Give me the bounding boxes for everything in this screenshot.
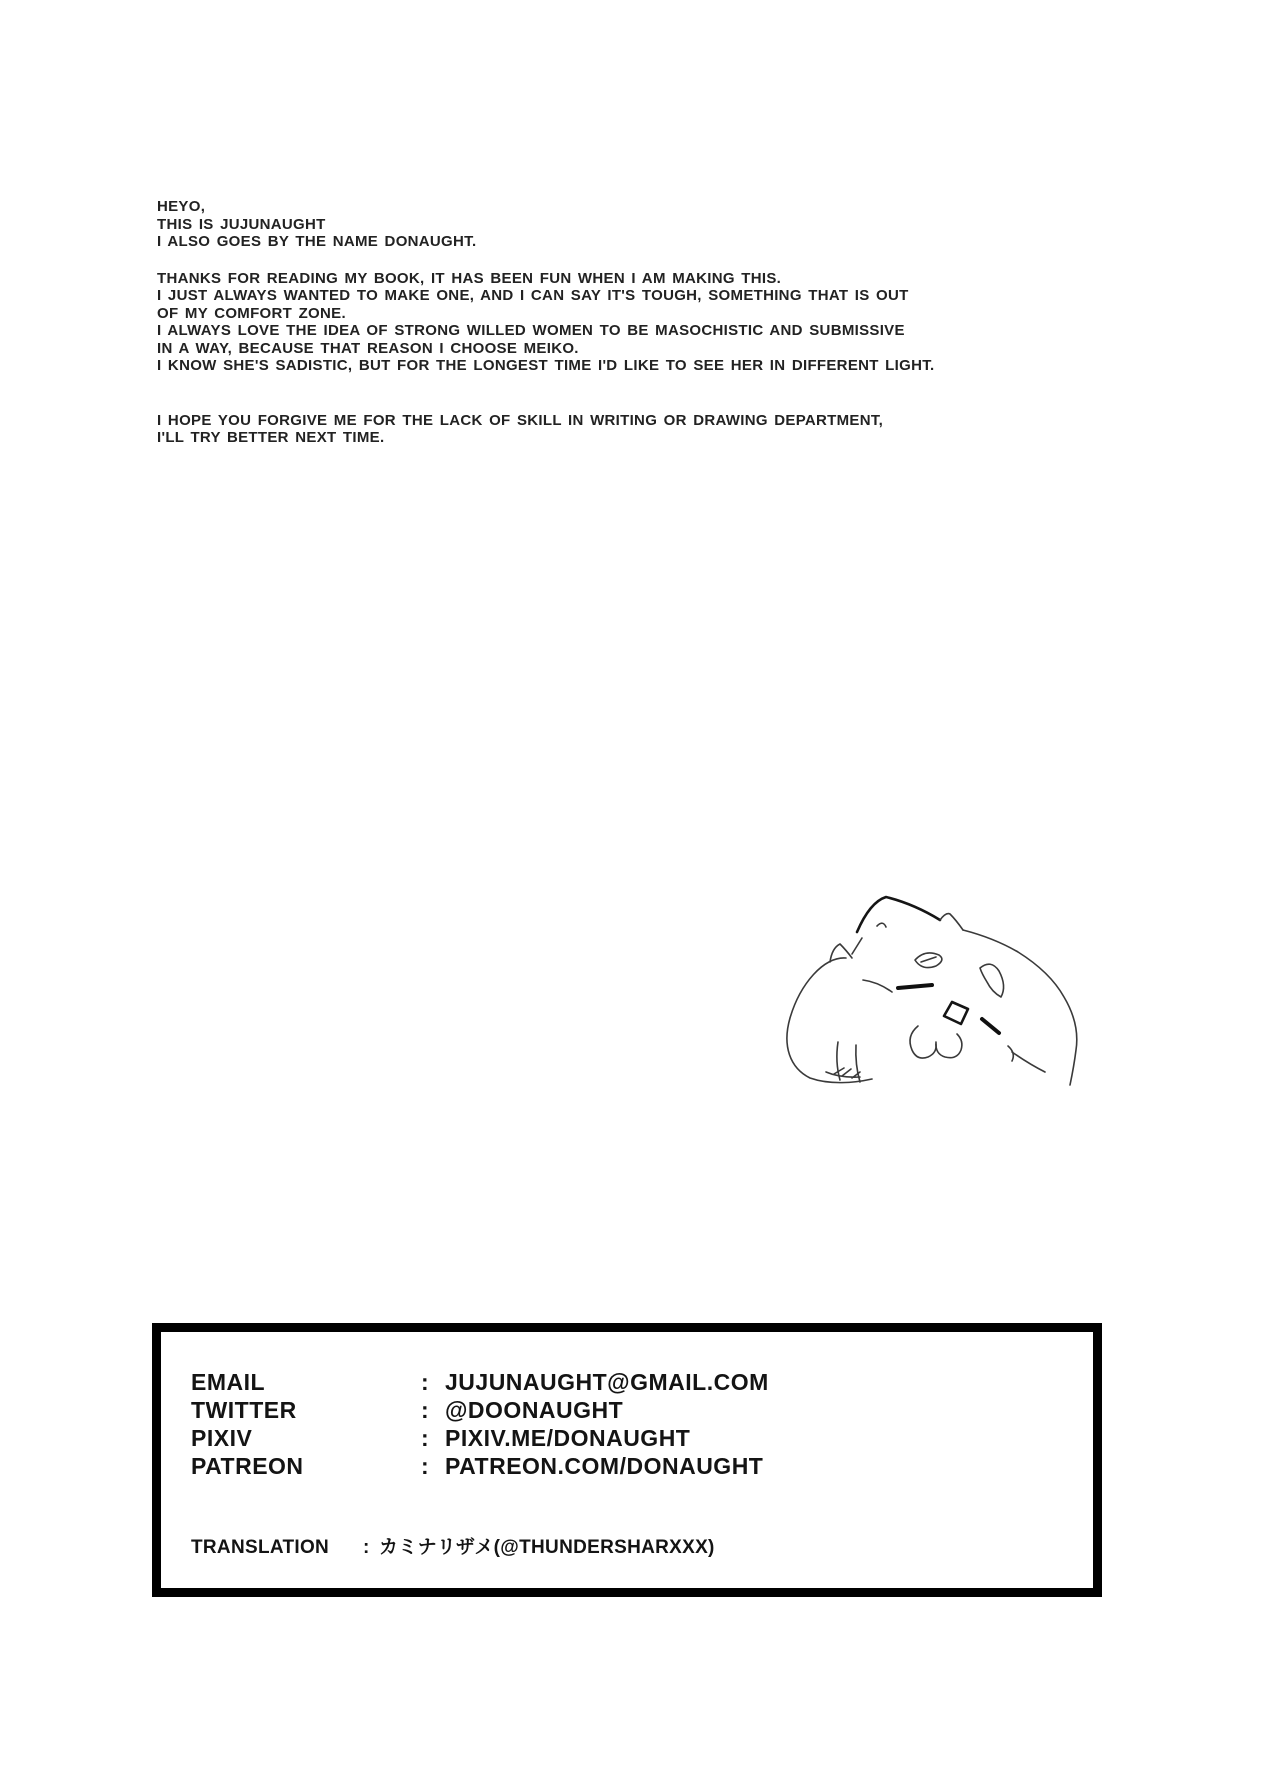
translation-value: カミナリザメ(@THUNDERSHARXXX) xyxy=(379,1537,715,1558)
afterword-text xyxy=(157,198,1017,447)
contact-row-email xyxy=(191,1368,769,1396)
email-label: EMAIL xyxy=(191,1369,266,1395)
afterword-line: THIS IS JUJUNAUGHT xyxy=(157,215,326,233)
contact-info-box xyxy=(152,1323,1102,1597)
afterword-paragraph xyxy=(157,270,1017,375)
afterword-line: I HOPE YOU FORGIVE ME FOR THE LACK OF SKILL IN WRITING OR DRAWING DEPARTMENT, xyxy=(157,411,884,429)
afterword-line: THANKS FOR READING MY BOOK, IT HAS BEEN FUN WHEN I AM MAKING THIS. xyxy=(157,269,782,287)
contact-row-twitter xyxy=(191,1396,769,1424)
sleeping-cat-doodle-icon xyxy=(782,882,1092,1092)
separator: : xyxy=(421,1369,430,1395)
afterword-line: IN A WAY, BECAUSE THAT REASON I CHOOSE MEIKO. xyxy=(157,339,579,357)
email-value: JUJUNAUGHT@GMAIL.COM xyxy=(445,1369,769,1395)
contact-row-pixiv xyxy=(191,1424,769,1452)
contact-row-patreon xyxy=(191,1452,769,1480)
afterword-line: I KNOW SHE'S SADISTIC, BUT FOR THE LONGEST TIME I'D LIKE TO SEE HER IN DIFFERENT LIGHT. xyxy=(157,357,935,374)
afterword-line: I'LL TRY BETTER NEXT TIME. xyxy=(157,429,385,446)
separator: : xyxy=(421,1397,430,1423)
twitter-label: TWITTER xyxy=(191,1397,297,1423)
patreon-value: PATREON.COM/DONAUGHT xyxy=(445,1453,764,1479)
pixiv-label: PIXIV xyxy=(191,1425,253,1451)
afterword-paragraph xyxy=(157,412,1017,447)
separator: : xyxy=(421,1425,430,1451)
afterword-line: OF MY COMFORT ZONE. xyxy=(157,304,346,322)
separator: : xyxy=(421,1453,430,1479)
afterword-line: HEYO, xyxy=(157,198,206,215)
afterword-line: I JUST ALWAYS WANTED TO MAKE ONE, AND I CAN SAY IT'S TOUGH, SOMETHING THAT IS OUT xyxy=(157,287,909,304)
contact-row-translation xyxy=(191,1536,715,1560)
twitter-value: @DOONAUGHT xyxy=(445,1397,624,1423)
afterword-line: I ALSO GOES BY THE NAME DONAUGHT. xyxy=(157,233,477,250)
contact-rows xyxy=(191,1368,769,1480)
translation-label: TRANSLATION xyxy=(191,1537,330,1558)
separator: : xyxy=(363,1537,370,1558)
pixiv-value: PIXIV.ME/DONAUGHT xyxy=(445,1425,691,1451)
afterword-paragraph xyxy=(157,198,1017,251)
afterword-line: I ALWAYS LOVE THE IDEA OF STRONG WILLED WOMEN TO BE MASOCHISTIC AND SUBMISSIVE xyxy=(157,322,905,339)
patreon-label: PATREON xyxy=(191,1453,304,1479)
